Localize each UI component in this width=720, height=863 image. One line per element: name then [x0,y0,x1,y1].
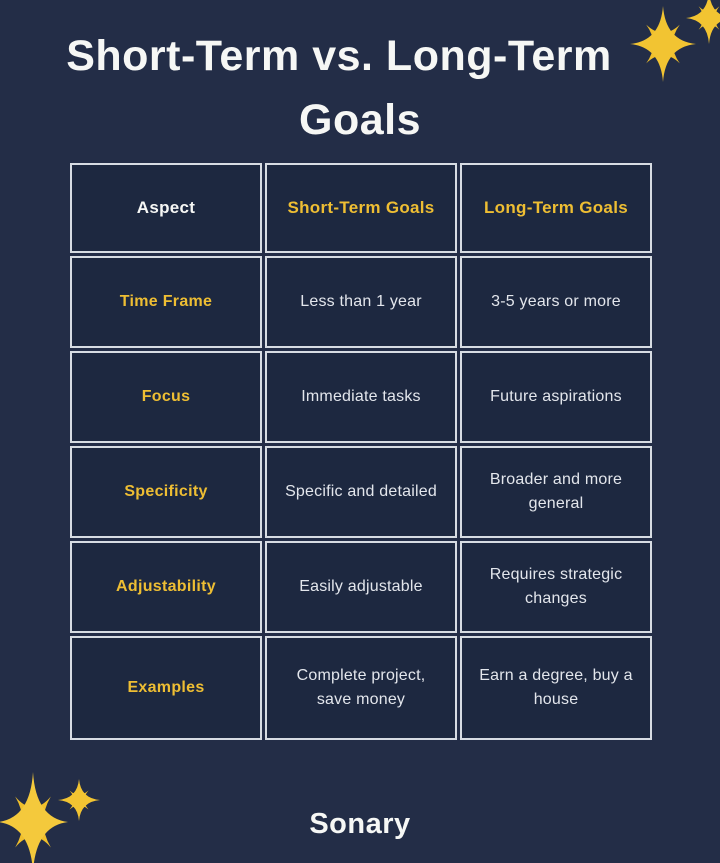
cell-adjustability-long: Requires strategic changes [460,541,652,633]
page-title [0,24,720,152]
cell-specificity-long: Broader and more general [460,446,652,538]
row-label-focus: Focus [70,351,262,443]
cell-adjustability-short: Easily adjustable [265,541,457,633]
cell-examples-long: Earn a degree, buy a house [460,636,652,740]
comparison-table [70,163,652,740]
row-label-adjustability: Adjustability [70,541,262,633]
cell-time-frame-short: Less than 1 year [265,256,457,348]
cell-focus-long: Future aspirations [460,351,652,443]
row-label-specificity: Specificity [70,446,262,538]
row-label-time-frame: Time Frame [70,256,262,348]
column-header-short-term: Short-Term Goals [265,163,457,253]
cell-focus-short: Immediate tasks [265,351,457,443]
page-title-line2: Goals [299,96,421,144]
column-header-aspect: Aspect [70,163,262,253]
page-title-line1: Short-Term vs. Long-Term [66,32,612,80]
column-header-long-term: Long-Term Goals [460,163,652,253]
row-label-examples: Examples [70,636,262,740]
cell-examples-short: Complete project, save money [265,636,457,740]
cell-time-frame-long: 3-5 years or more [460,256,652,348]
cell-specificity-short: Specific and detailed [265,446,457,538]
brand-wordmark: Sonary [309,808,411,840]
